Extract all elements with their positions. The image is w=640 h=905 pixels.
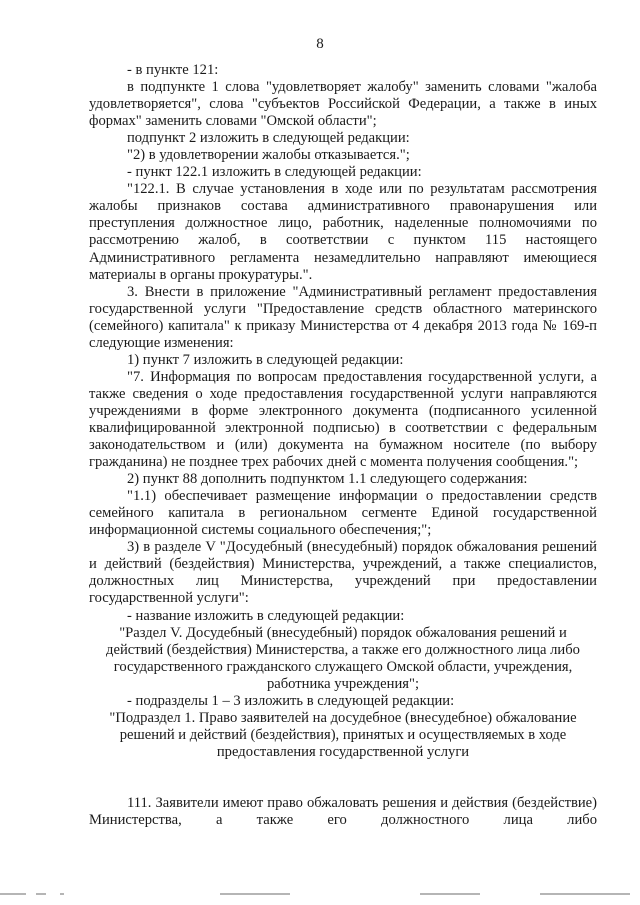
paragraph: подпункт 2 изложить в следующей редакции: <box>127 130 410 147</box>
paragraph: 3. Внести в приложение "Административный регламент предоставления государственной услуги "Предоставление средств областного материнского (семейного) капитала" к приказу Министерства от 4 декабря 2013 года № 169-п следующие изменения: <box>89 283 597 351</box>
paragraph: "7. Информация по вопросам предоставления государственной услуги, а также сведения о ходе предоставления государственной услуги направляются учреждениями в форме электронного документа (подписанного усиленной квалифицированной электронной подписью) в соответствии с федеральным законодательством и (или) документа на бумажном носителе (по выбору гражданина) не позднее трех рабочих дней с момента получения сообщения."; <box>89 368 597 471</box>
paragraph: "1.1) обеспечивает размещение информации о предоставлении средств семейного капитала в региональном сегменте Единой государственной информационной системы социального обеспечения;"; <box>89 488 597 539</box>
paragraph: - название изложить в следующей редакции: <box>127 607 405 624</box>
paragraph: - пункт 122.1 изложить в следующей редакции: <box>127 164 422 181</box>
subsection-title: "Подраздел 1. Право заявителей на досудебное (внесудебное) обжалование решений и действий (бездействия), принятых и осуществляемых в ходе предоставления государственной услуги <box>109 709 577 760</box>
document-body <box>89 62 597 829</box>
scan-artifact-marks <box>0 893 640 897</box>
paragraph: 1) пункт 7 изложить в следующей редакции: <box>127 351 404 368</box>
page-number: 8 <box>316 36 324 52</box>
paragraph: в подпункте 1 слова "удовлетворяет жалобу" заменить словами "жалоба удовлетворяется", слова "субъектов Российской Федерации, а также в иных формах" заменить словами "Омской области"; <box>89 79 597 130</box>
paragraph: "2) в удовлетворении жалобы отказывается."; <box>127 147 410 164</box>
paragraph: 2) пункт 88 дополнить подпунктом 1.1 следующего содержания: <box>127 471 528 488</box>
section-title: "Раздел V. Досудебный (внесудебный) порядок обжалования решений и действий (бездействия) Министерства, а также его должностного лица либо государственного гражданского служащего Омской области, учреждения, работника учреждения"; <box>106 624 580 692</box>
blank-line <box>89 761 597 795</box>
paragraph: "122.1. В случае установления в ходе или по результатам рассмотрения жалобы признаков состава административного правонарушения или преступления должностное лицо, работник, наделенные полномочиями по рассмотрению жалоб, в соответствии с пунктом 115 настоящего Административного регламента незамедлительно направляют имеющиеся материалы в органы прокуратуры.". <box>89 181 597 283</box>
paragraph: - в пункте 121: <box>127 62 219 78</box>
paragraph: 3) в разделе V "Досудебный (внесудебный) порядок обжалования решений и действий (бездействия) Министерства, учреждений, а также специалистов, должностных лиц Министерства, учреждений при предоставлении государственной услуги": <box>89 539 597 607</box>
paragraph: 111. Заявители имеют право обжаловать решения и действия (бездействие) Министерства, а также его должностного лица либо <box>89 794 597 828</box>
paragraph: - подразделы 1 – 3 изложить в следующей редакции: <box>127 692 455 709</box>
